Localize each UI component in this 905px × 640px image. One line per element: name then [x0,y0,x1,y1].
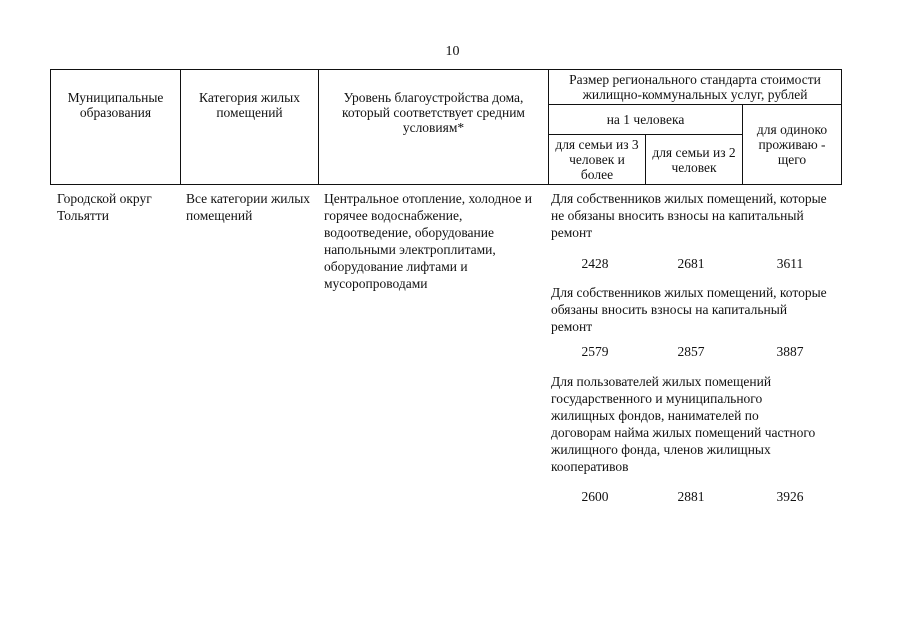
header-per-person: на 1 человека [549,105,743,135]
value-family-3: 2579 [581,344,609,359]
value-family-2: 2881 [677,489,705,504]
value-family-2: 2681 [677,256,705,271]
header-amenities: Уровень благоустройства дома, который соответствует средним условиям* [319,70,549,185]
header-family-3: для семьи из 3 человек и более [549,135,646,185]
header-category: Категория жилых помещений [181,70,319,185]
header-table [50,69,842,185]
row-amenities: Центральное отопление, холодное и горячее водоснабжение, водоотведение, оборудование напольными электроплитами, оборудование лифтами и мусоропроводами [324,191,532,291]
value-single: 3611 [776,256,804,271]
header-municipality: Муниципальные образования [51,70,181,185]
row-municipality: Городской округ Тольятти [57,191,152,223]
row-category: Все категории жилых помещений [186,191,311,223]
value-single: 3887 [776,344,804,359]
value-family-2: 2857 [677,344,705,359]
header-single: для одиноко проживаю - щего [743,105,842,185]
page-number: 10 [445,44,460,59]
group-label: Для собственников жилых помещений, которые обязаны вносить взносы на капитальный ремонт [551,285,827,334]
value-single: 3926 [776,489,804,504]
value-family-3: 2600 [581,489,609,504]
header-standard-size: Размер регионального стандарта стоимости жилищно-коммунальных услуг, рублей [549,70,842,105]
value-family-3: 2428 [581,256,609,271]
group-label: Для собственников жилых помещений, которые не обязаны вносить взносы на капитальный ремонт [551,191,827,240]
group-label: Для пользователей жилых помещений государственного и муниципального жилищных фондов, нанимателей по договорам найма жилых помещений частного жилищного фонда, членов жилищных кооперативов [551,374,816,474]
header-family-2: для семьи из 2 человек [646,135,743,185]
